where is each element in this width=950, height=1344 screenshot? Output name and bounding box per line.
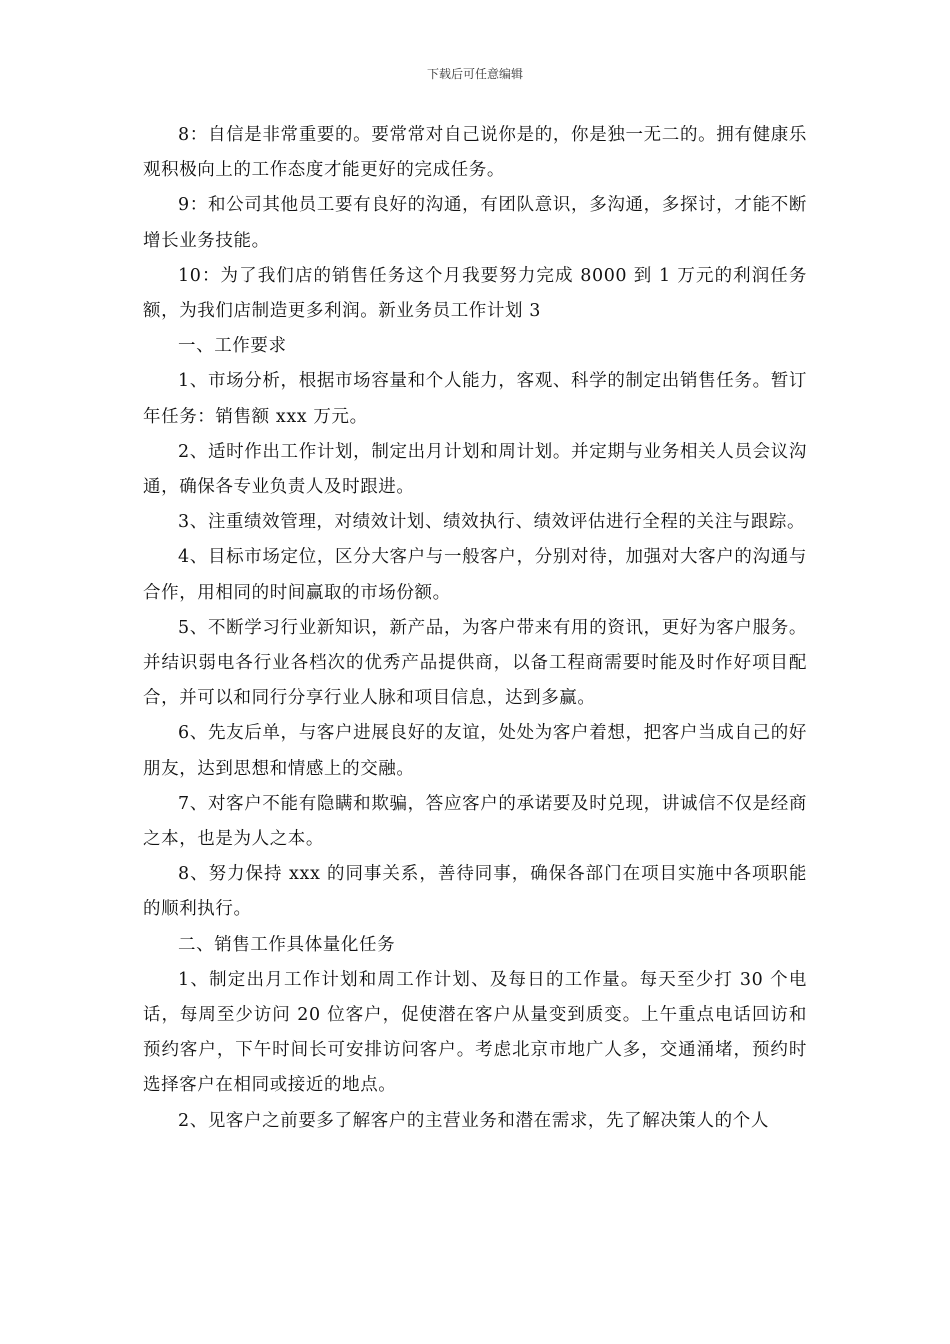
paragraph-integrity: 7、对客户不能有隐瞒和欺骗，答应客户的承诺要及时兑现，讲诚信不仅是经商之本，也是为人之本。 [143,793,807,850]
paragraph-continuous-learning: 5、不断学习行业新知识，新产品，为客户带来有用的资讯，更好为客户服务。并结识弱电各行业各档次的优秀产品提供商，以备工程商需要时能及时作好项目配合，并可以和同行分享行业人脉和项目信息，达到多赢。 [143,617,807,709]
paragraph-colleague-relations: 8、努力保持 xxx 的同事关系，善待同事，确保各部门在项目实施中各项职能的顺利执行。 [143,864,807,920]
paragraph-daily-workload: 1、制定出月工作计划和周工作计划、及每日的工作量。每天至少打 30 个电话，每周至少访问 20 位客户，促使潜在客户从量变到质变。上午重点电话回访和预约客户，下午时间长可安排访问客户。考虑北京市地广人多，交通涌堵，预约时选择客户在相同或接近的地点。 [143,969,807,1096]
paragraph-performance-management: 3、注重绩效管理，对绩效计划、绩效执行、绩效评估进行全程的关注与跟踪。 [178,512,806,533]
paragraph-item-9-communication: 9：和公司其他员工要有良好的沟通，有团队意识，多沟通，多探讨，才能不断增长业务技能。 [143,195,807,251]
paragraph-target-market: 4、目标市场定位，区分大客户与一般客户，分别对待，加强对大客户的沟通与合作，用相同的时间赢取的市场份额。 [143,547,807,603]
document-body [143,118,807,1139]
paragraph-item-8-confidence: 8：自信是非常重要的。要常常对自己说你是的，你是独一无二的。拥有健康乐观积极向上的工作态度才能更好的完成任务。 [143,125,807,181]
section-heading-work-requirements: 一、工作要求 [178,336,287,357]
paragraph-item-10-sales-target: 10：为了我们店的销售任务这个月我要努力完成 8000 到 1 万元的利润任务额，为我们店制造更多利润。新业务员工作计划 3 [143,265,807,322]
page-header: 下载后可任意编辑 [426,67,523,81]
paragraph-client-research: 2、见客户之前要多了解客户的主营业务和潜在需求，先了解决策人的个人 [178,1110,769,1131]
section-heading-quantified-tasks: 二、销售工作具体量化任务 [178,934,396,955]
paragraph-market-analysis: 1、市场分析，根据市场容量和个人能力，客观、科学的制定出销售任务。暂订年任务：销售额 xxx 万元。 [143,371,807,427]
paragraph-work-plan: 2、适时作出工作计划，制定出月计划和周计划。并定期与业务相关人员会议沟通，确保各专业负责人及时跟进。 [143,441,807,498]
paragraph-friendship-first: 6、先友后单，与客户进展良好的友谊，处处为客户着想，把客户当成自己的好朋友，达到思想和情感上的交融。 [143,723,807,779]
